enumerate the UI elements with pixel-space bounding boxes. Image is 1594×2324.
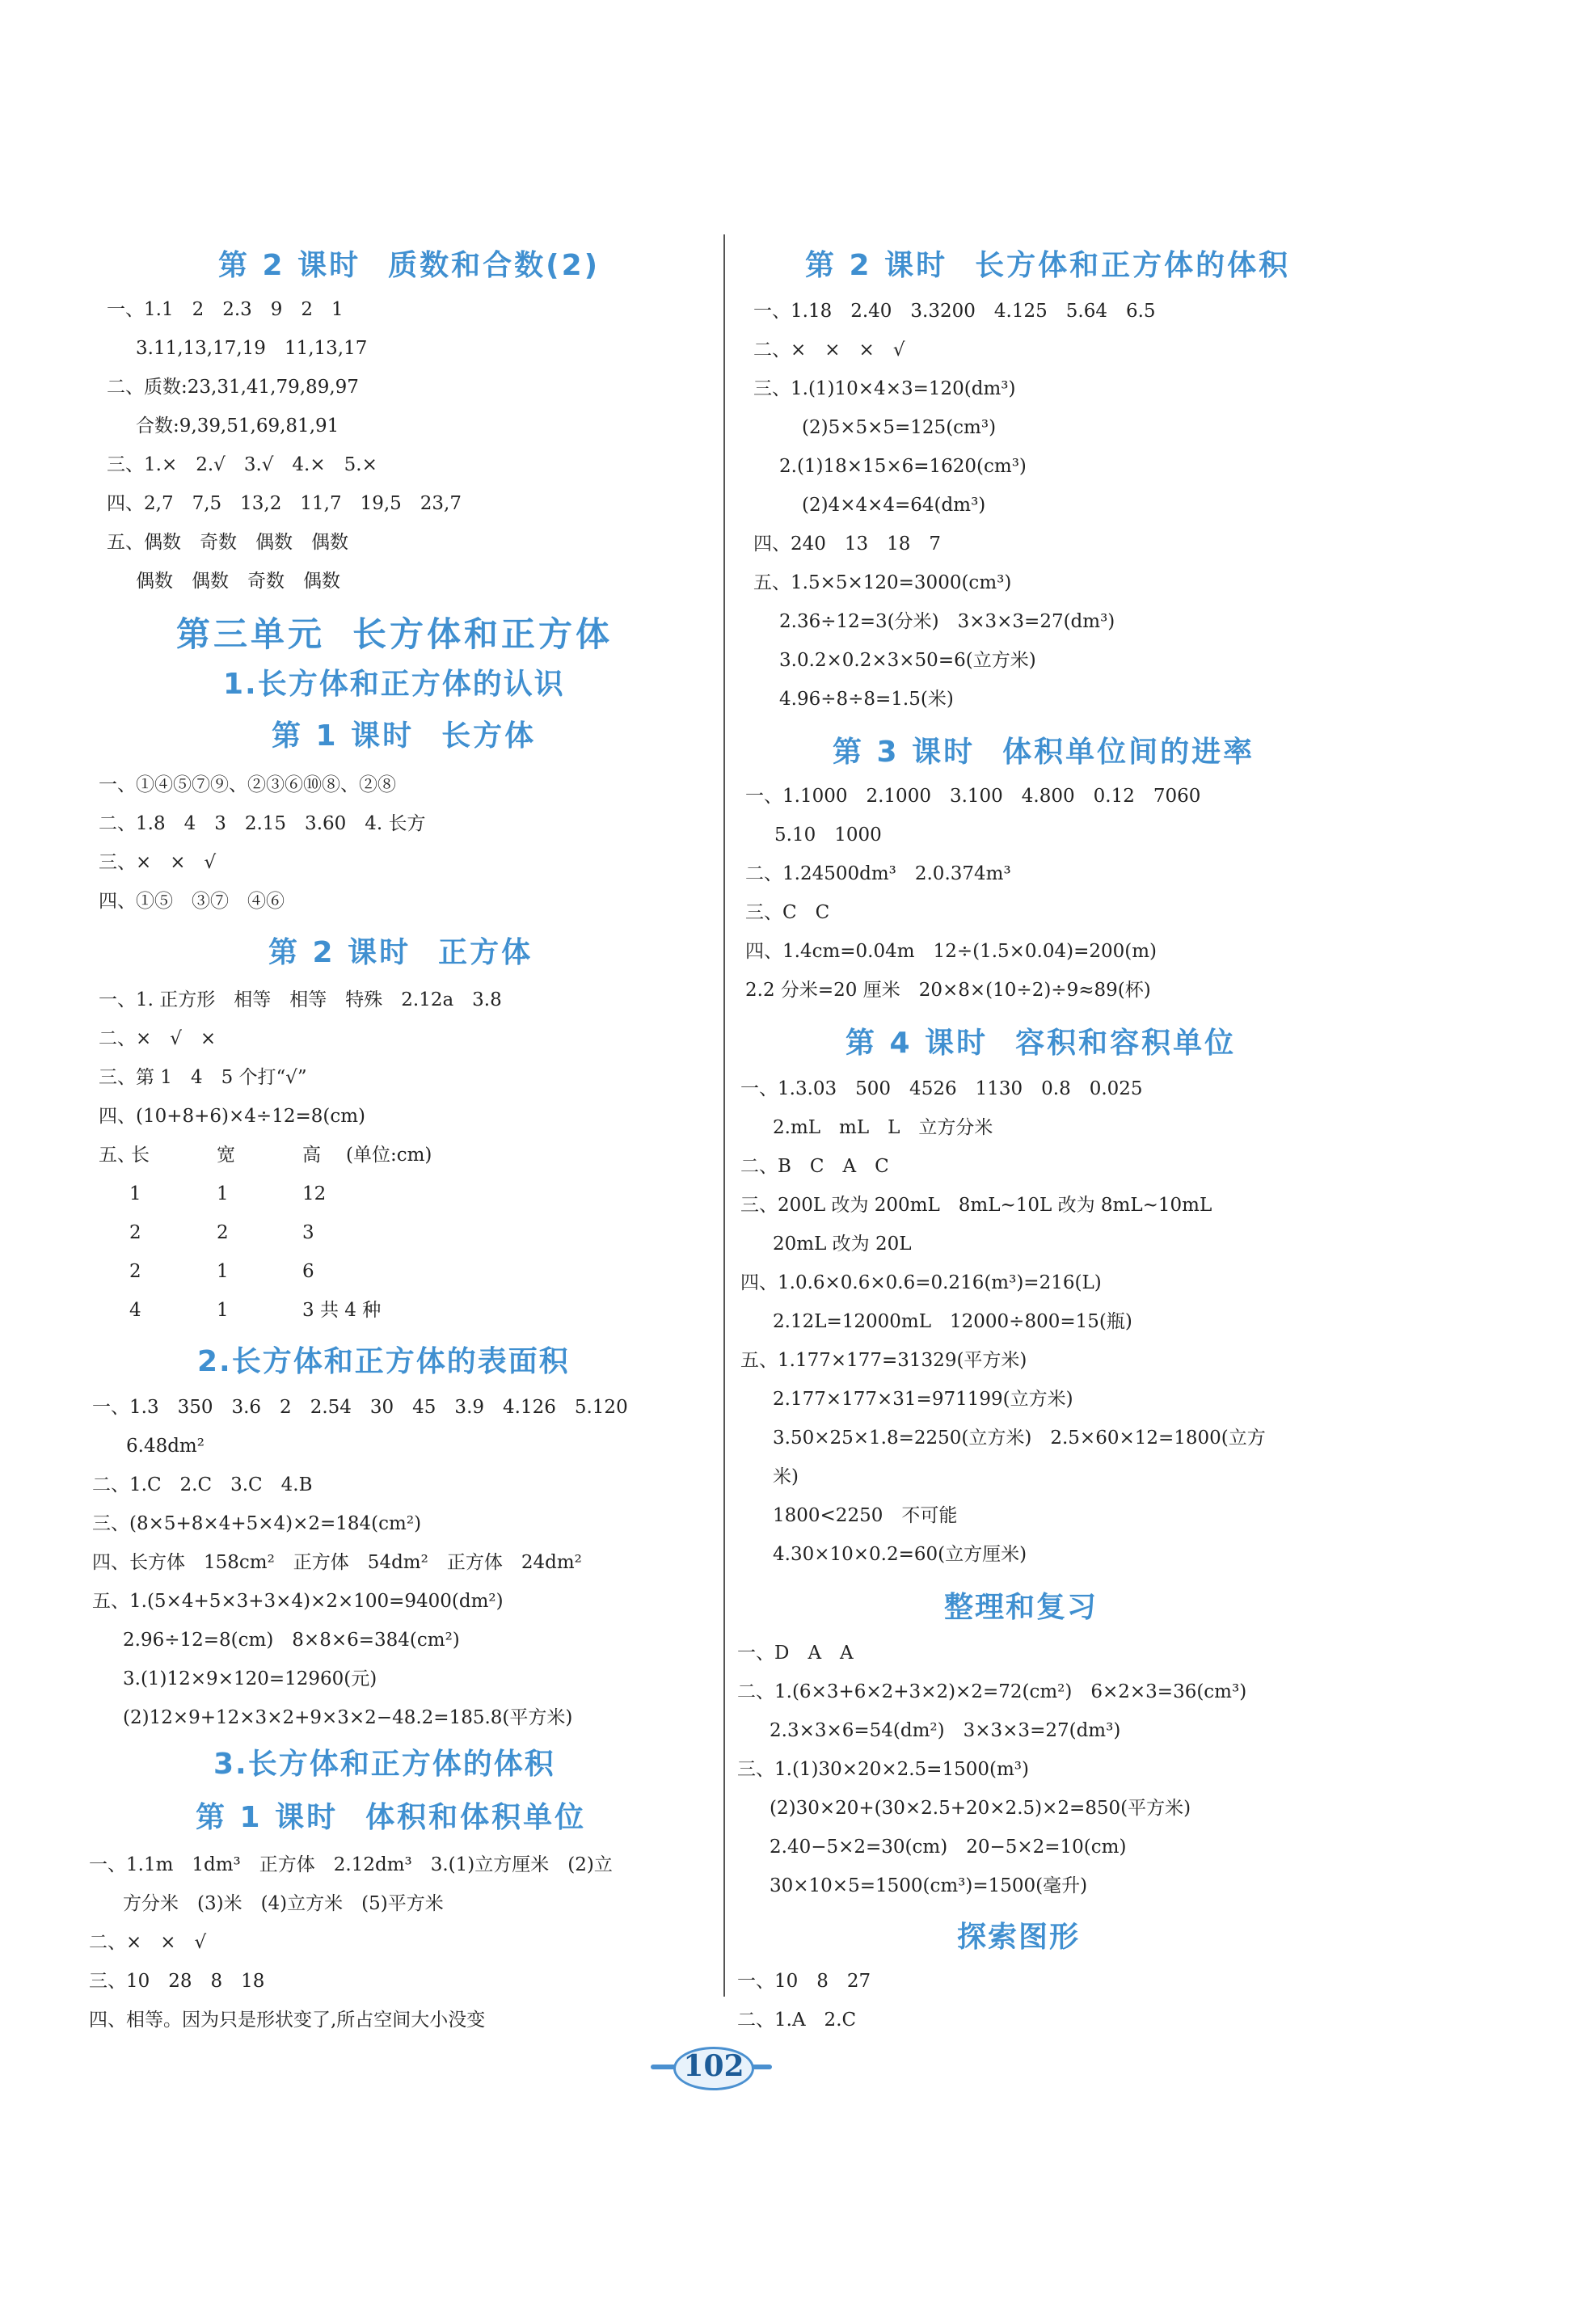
answer-line: 三、1.× 2.√ 3.√ 4.× 5.× [107, 454, 377, 475]
lesson-title-cube: 第 2 课时 正方体 [268, 936, 533, 969]
answer-line: 一、1.1m 1dm³ 正方体 2.12dm³ 3.(1)立方厘米 (2)立 [89, 1854, 613, 1875]
table-header-height: 高 [302, 1145, 321, 1166]
table-cell: 3 [302, 1222, 314, 1243]
table-header-width: 宽 [217, 1145, 235, 1166]
table-header-length: 长 [131, 1145, 150, 1166]
answer-line: 三、× × √ [99, 852, 217, 873]
lesson-title-capacity: 第 4 课时 容积和容积单位 [845, 1027, 1237, 1060]
answer-line: 五、偶数 奇数 偶数 偶数 [107, 532, 348, 553]
answer-line: 偶数 偶数 奇数 偶数 [136, 571, 340, 592]
answer-line: 2.3×3×6=54(dm²) 3×3×3=27(dm³) [770, 1720, 1121, 1741]
table-cell: 1 [217, 1261, 229, 1282]
lesson-title-primes-2: 第 2 课时 质数和合数(2) [218, 249, 601, 282]
answer-line: 4.96÷8÷8=1.5(米) [779, 689, 954, 710]
answer-line: 方分米 (3)米 (4)立方米 (5)平方米 [123, 1893, 444, 1914]
table-cell: 1 [217, 1300, 229, 1321]
answer-line: 四、1.4cm=0.04m 12÷(1.5×0.04)=200(m) [745, 941, 1158, 962]
answer-line: 四、2,7 7,5 13,2 11,7 19,5 23,7 [107, 493, 462, 514]
answer-line: 3.(1)12×9×120=12960(元) [123, 1668, 377, 1689]
answer-line: 二、1.24500dm³ 2.0.374m³ [745, 863, 1011, 884]
section-title-review: 整理和复习 [944, 1591, 1099, 1624]
answer-line: 二、1.(6×3+6×2+3×2)×2=72(cm²) 6×2×3=36(cm³) [737, 1681, 1247, 1702]
answer-line: 3.11,13,17,19 11,13,17 [136, 338, 368, 359]
section-title-explore: 探索图形 [957, 1921, 1081, 1954]
answer-line: 四、240 13 18 7 [753, 534, 942, 555]
answer-line: 2.2 分米=20 厘米 20×8×(10÷2)÷9≈89(杯) [745, 980, 1151, 1001]
unit-title: 第三单元 长方体和正方体 [176, 614, 614, 654]
answer-line: (2)5×5×5=125(cm³) [802, 417, 997, 438]
answer-line: 2.177×177×31=971199(立方米) [773, 1389, 1073, 1410]
answer-line: 一、1.3 350 3.6 2 2.54 30 45 3.9 4.126 5.120 [92, 1397, 628, 1418]
answer-line: 20mL 改为 20L [773, 1234, 912, 1255]
answer-line: 一、1.18 2.40 3.3200 4.125 5.64 6.5 [753, 301, 1156, 322]
lesson-title-volume-units: 第 1 课时 体积和体积单位 [196, 1801, 587, 1834]
lesson-title-unit-conversion: 第 3 课时 体积单位间的进率 [833, 736, 1255, 769]
answer-line: 二、B C A C [740, 1156, 889, 1177]
answer-line: 四、①⑤ ③⑦ ④⑥ [99, 891, 285, 912]
answer-line: 2.36÷12=3(分米) 3×3×3=27(dm³) [779, 611, 1115, 632]
table-cell: 3 共 4 种 [302, 1300, 382, 1321]
table-cell: 4 [129, 1300, 141, 1321]
table-cell: 1 [129, 1183, 141, 1204]
answer-line: 三、1.(1)10×4×3=120(dm³) [753, 378, 1016, 399]
answer-line: 一、1. 正方形 相等 相等 特殊 2.12a 3.8 [99, 989, 502, 1010]
answer-line: 四、(10+8+6)×4÷12=8(cm) [99, 1106, 366, 1127]
table-header-unit: (单位:cm) [346, 1145, 432, 1166]
answer-line: 二、1.A 2.C [737, 2010, 857, 2031]
answer-line: 一、D A A [737, 1643, 854, 1664]
answer-line: (2)12×9+12×3×2+9×3×2−48.2=185.8(平方米) [123, 1707, 573, 1728]
answer-line: 一、1.3.03 500 4526 1130 0.8 0.025 [740, 1078, 1143, 1099]
table-prefix: 五、 [99, 1145, 136, 1166]
answer-line: 2.96÷12=8(cm) 8×8×6=384(cm²) [123, 1630, 460, 1651]
answer-line: 4.30×10×0.2=60(立方厘米) [773, 1544, 1027, 1565]
answer-line: 二、1.8 4 3 2.15 3.60 4. 长方 [99, 813, 426, 834]
table-cell: 1 [217, 1183, 229, 1204]
table-cell: 6 [302, 1261, 314, 1282]
answer-line: 三、1.(1)30×20×2.5=1500(m³) [737, 1759, 1029, 1780]
answer-line: 2.(1)18×15×6=1620(cm³) [779, 456, 1027, 477]
answer-line: 二、质数:23,31,41,79,89,97 [107, 377, 359, 398]
column-divider [723, 234, 725, 1997]
answer-line: 三、200L 改为 200mL 8mL~10L 改为 8mL~10mL [740, 1195, 1212, 1216]
answer-line: 一、①④⑤⑦⑨、②③⑥⑩⑧、②⑧ [99, 774, 396, 795]
answer-line: 6.48dm² [126, 1436, 205, 1457]
answer-line: 30×10×5=1500(cm³)=1500(毫升) [770, 1875, 1088, 1896]
answer-line: 米) [773, 1466, 799, 1487]
answer-line: 5.10 1000 [774, 825, 882, 846]
answer-line: 2.mL mL L 立方分米 [773, 1117, 993, 1138]
answer-line: 合数:9,39,51,69,81,91 [136, 415, 339, 437]
lesson-title-cuboid: 第 1 课时 长方体 [272, 719, 537, 753]
answer-line: 二、× × × √ [753, 340, 905, 361]
page-number-badge [651, 2042, 772, 2090]
answer-line: 一、10 8 27 [737, 1971, 871, 1992]
answer-line: 3.50×25×1.8=2250(立方米) 2.5×60×12=1800(立方 [773, 1428, 1266, 1449]
answer-line: 三、C C [745, 902, 830, 923]
table-cell: 2 [129, 1261, 141, 1282]
section-title-volume: 3.长方体和正方体的体积 [213, 1748, 555, 1781]
table-cell: 2 [217, 1222, 229, 1243]
answer-line: 四、相等。因为只是形状变了,所占空间大小没变 [89, 2010, 486, 2031]
answer-line: (2)4×4×4=64(dm³) [802, 495, 986, 516]
answer-line: 五、1.177×177=31329(平方米) [740, 1350, 1027, 1371]
table-cell: 2 [129, 1222, 141, 1243]
answer-line: 2.40−5×2=30(cm) 20−5×2=10(cm) [770, 1837, 1127, 1858]
page-number: 102 [683, 2049, 744, 2083]
answer-line: 2.12L=12000mL 12000÷800=15(瓶) [773, 1311, 1132, 1332]
section-title-surface-area: 2.长方体和正方体的表面积 [197, 1345, 570, 1378]
answer-line: 三、(8×5+8×4+5×4)×2=184(cm²) [92, 1513, 422, 1534]
answer-line: 二、× √ × [99, 1028, 217, 1049]
answer-line: 一、1.1 2 2.3 9 2 1 [107, 299, 344, 320]
table-cell: 12 [302, 1183, 327, 1204]
answer-line: 四、长方体 158cm² 正方体 54dm² 正方体 24dm² [92, 1552, 582, 1573]
answer-line: 一、1.1000 2.1000 3.100 4.800 0.12 7060 [745, 786, 1201, 807]
answer-line: 三、第 1 4 5 个打“√” [99, 1067, 307, 1088]
answer-line: 1800<2250 不可能 [773, 1505, 958, 1526]
answer-line: 五、1.(5×4+5×3+3×4)×2×100=9400(dm²) [92, 1591, 504, 1612]
answer-line: 四、1.0.6×0.6×0.6=0.216(m³)=216(L) [740, 1272, 1102, 1293]
lesson-title-volume: 第 2 课时 长方体和正方体的体积 [805, 249, 1291, 282]
answer-line: 三、10 28 8 18 [89, 1971, 265, 1992]
answer-line: 五、1.5×5×120=3000(cm³) [753, 572, 1012, 593]
section-title-recognition: 1.长方体和正方体的认识 [223, 668, 565, 701]
answer-line: 二、× × √ [89, 1932, 207, 1953]
answer-line: (2)30×20+(30×2.5+20×2.5)×2=850(平方米) [770, 1798, 1191, 1819]
answer-line: 3.0.2×0.2×3×50=6(立方米) [779, 650, 1036, 671]
answer-line: 二、1.C 2.C 3.C 4.B [92, 1474, 313, 1495]
